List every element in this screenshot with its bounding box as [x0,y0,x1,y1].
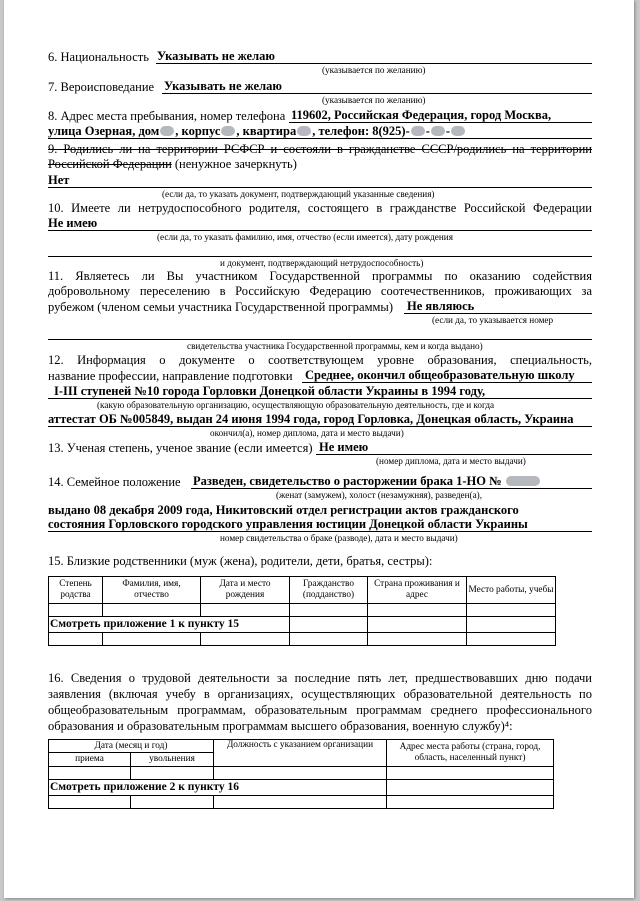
item9-underline [48,187,592,188]
employment-col-position: Должность с указанием организации [214,740,387,767]
item9-value: Нет [48,173,70,187]
item11-line1: 11. Являетесь ли Вы участником Государственной программы по оказанию содействия [48,269,592,283]
table-row [49,633,556,646]
item12-line2-label: название профессии, направление подготовки [48,369,293,383]
item16-line1: 16. Сведения о трудовой деятельности за последние пять лет, предшествовавших дню подачи [48,671,592,685]
item6-value: Указывать не желаю [157,49,275,63]
item16-line2: заявления (включая учебу в организациях, осуществляющих образовательной деятельность по [48,687,592,701]
redacted-korpus [221,126,235,136]
application-form-page [4,0,634,898]
item15-label: 15. Близкие родственники (муж (жена), родители, дети, братья, сестры): [48,554,433,568]
item7-hint: (указывается по желанию) [322,95,426,105]
item14-label: 14. Семейное положение [48,475,181,489]
item9-label-line1: 9. Родились ли на территории РСФСР и состояли в гражданстве СССР/родились на территории [48,142,592,156]
item9-hint: (если да, то указать документ, подтверждающий указанные сведения) [162,189,435,199]
item7-underline [162,93,592,94]
item12-line3: I-III ступеней №10 города Горловки Донецкой области Украины в 1994 году, [54,384,486,398]
item10-underline-1 [48,230,592,231]
item12-underline-1 [302,382,592,383]
redacted-phone-2 [431,126,445,136]
item10-label: 10. Имеете ли нетрудоспособного родителя, состоящего в гражданстве Российской Федерации [48,201,592,215]
table-row [49,767,554,780]
table-row [49,780,554,796]
employment-col-start: приема [49,753,131,767]
item16-line4: образования и образовательным программам высшего образования, военную службу)⁴: [48,719,513,733]
item11-hint2: свидетельства участника Государственной программы, кем и когда выдано) [187,341,483,351]
table-row [49,604,556,617]
item13-hint: (номер диплома, дата и место выдачи) [376,456,526,466]
employment-note: Смотреть приложение 2 к пункту 16 [49,780,387,796]
item13-underline [316,454,592,455]
item12-hint2: окончил(а), номер диплома, дата и место выдачи) [210,428,404,438]
item10-hint2: и документ, подтверждающий нетрудоспособность) [220,258,424,268]
item13-label: 13. Ученая степень, ученое звание (если имеется) [48,441,313,455]
item6-hint: (указывается по желанию) [322,65,426,75]
item10-underline-2 [48,256,592,257]
item8-value-line2: улица Озерная, дом , корпус , квартира , телефон: 8(925)- - - [48,124,466,139]
item7-label: 7. Вероисповедание [48,80,155,94]
item12-line4: аттестат ОБ №005849, выдан 24 июня 1994 года, город Горловка, Донецкая область, Украина [48,412,574,426]
relatives-header-row [49,577,556,604]
employment-col-end: увольнения [131,753,214,767]
relatives-note: Смотреть приложение 1 к пункту 15 [49,617,290,633]
relatives-col-birth: Дата и место рождения [201,577,290,604]
item14-value3: состояния Горловского городского управления юстиции Донецкой области Украины [48,517,528,531]
item8-label: 8. Адрес места пребывания, номер телефона [48,109,286,123]
employment-col-date: Дата (месяц и год) [49,740,214,753]
redacted-phone-1 [411,126,425,136]
relatives-table [48,576,556,646]
item7-value: Указывать не желаю [164,79,282,93]
item13-value: Не имею [319,440,369,454]
item11-line2: добровольному переселению в Российскую Федерацию соотечественников, проживающих за [48,284,592,298]
item16-line3: общеобразовательным программам, образовательным программам среднего профессионального [48,703,592,717]
employment-col-address: Адрес места работы (страна, город, область, населенный пункт) [387,740,554,767]
table-row [49,796,554,809]
item10-hint1: (если да, то указать фамилию, имя, отчество (если имеется), дату рождения [157,232,453,242]
item12-underline-2 [48,398,592,399]
relatives-col-address: Страна проживания и адрес [368,577,467,604]
table-row [49,617,556,633]
relatives-col-work: Место работы, учебы [467,577,556,604]
item12-hint1: (какую образовательную организацию, осуществляющую образовательную деятельность, где и когда [97,400,495,410]
redacted-phone-3 [451,126,465,136]
redacted-flat [297,126,311,136]
relatives-col-name: Фамилия, имя, отчество [103,577,201,604]
item11-underline-1 [404,313,592,314]
item14-value1: Разведен, свидетельство о расторжении брака 1-НО № [193,474,541,489]
item14-hint1: (женат (замужем), холост (незамужняя), разведен(а), [276,490,483,500]
item6-underline [156,63,592,64]
item14-underline-2 [48,531,592,532]
item10-value: Не имею [48,216,98,230]
employment-table [48,739,554,809]
item14-hint2: номер свидетельства о браке (разводе), дата и место выдачи) [220,533,458,543]
item12-line2-value: Среднее, окончил общеобразовательную школу [305,368,575,382]
item12-line1: 12. Информация о документе о соответствующем уровне образования, специальность, [48,353,592,367]
item12-underline-3 [48,426,592,427]
redacted-house [160,126,174,136]
employment-header-row [49,740,554,753]
relatives-col-kinship: Степень родства [49,577,103,604]
item8-underline-1 [289,122,592,123]
item14-value2: выдано 08 декабря 2009 года, Никитовский отдел регистрации актов гражданского [48,503,519,517]
item8-value-line1: 119602, Российская Федерация, город Москва, [291,108,552,122]
item11-hint1: (если да, то указывается номер [432,315,554,325]
redacted-certificate-number [506,476,540,486]
item8-underline-2 [48,138,592,139]
item6-label: 6. Национальность [48,50,149,64]
item14-underline-1 [191,488,592,489]
item11-underline-2 [48,339,592,340]
item11-value: Не являюсь [407,299,475,313]
item11-line3: рубежом (членом семьи участника Государственной программы) [48,300,393,314]
item9-label-line2: Российской Федерации (ненужное зачеркнуть) [48,157,297,171]
relatives-col-citizenship: Гражданство (подданство) [290,577,368,604]
